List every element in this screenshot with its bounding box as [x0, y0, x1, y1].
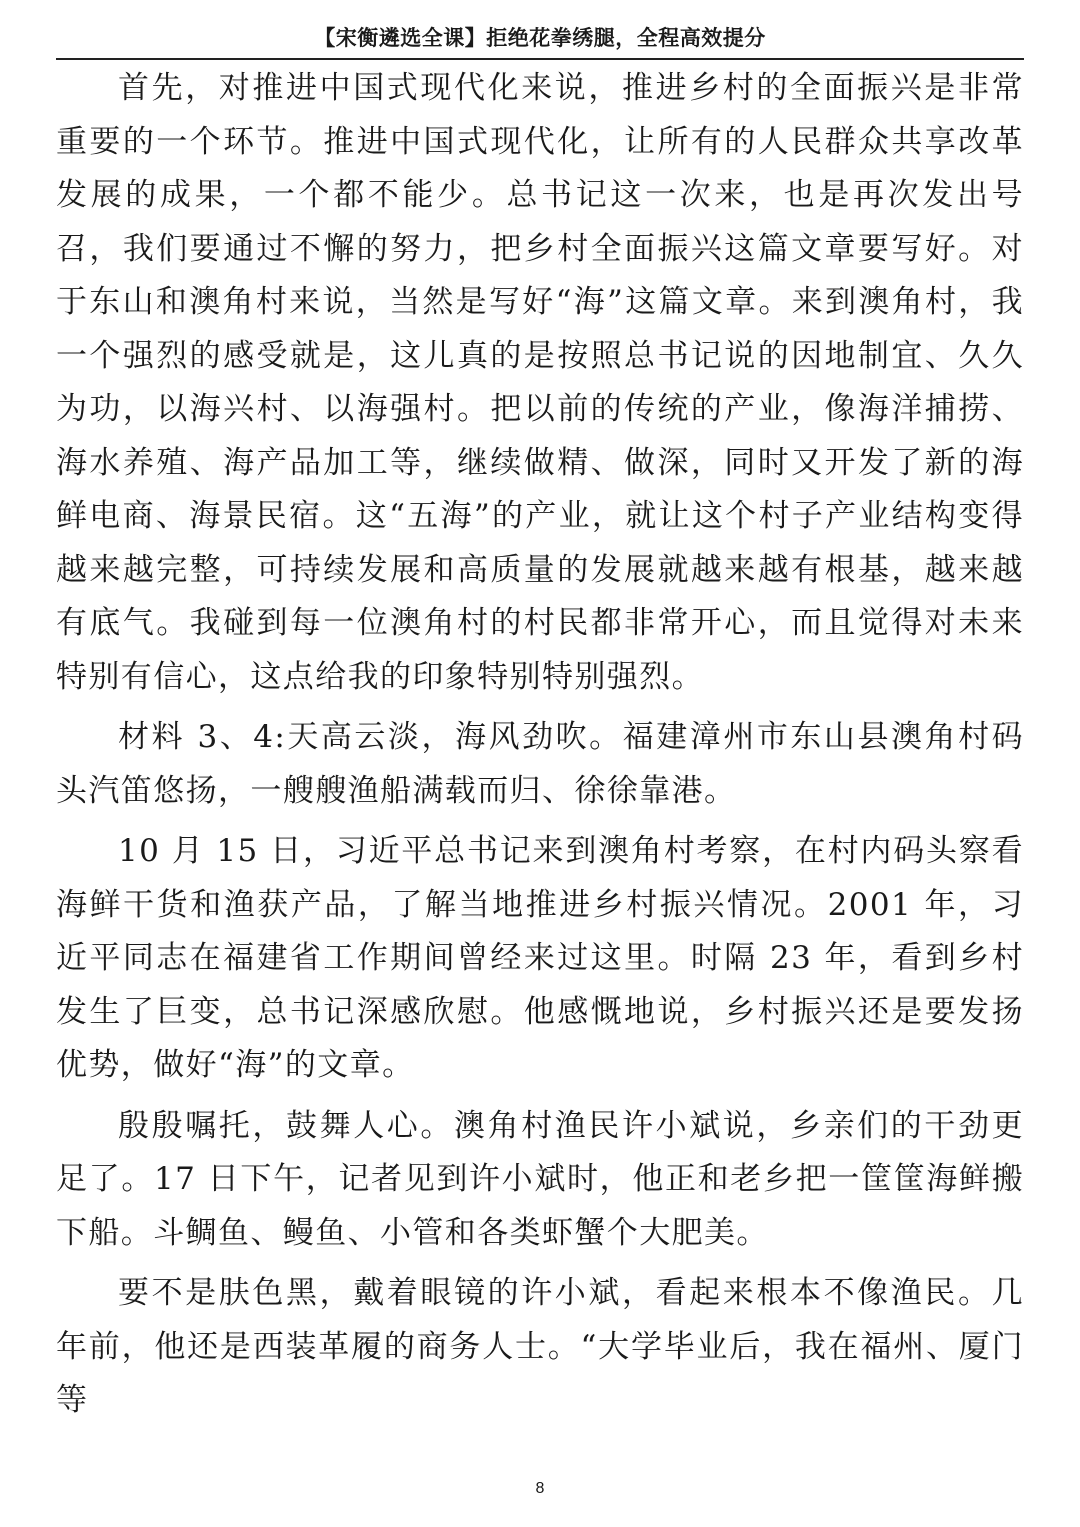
paragraph: 要不是肤色黑，戴着眼镜的许小斌，看起来根本不像渔民。几年前，他还是西装革履的商务人士。“大学毕业后，我在福州、厦门等	[56, 1275, 1024, 1418]
paragraph: 首先，对推进中国式现代化来说，推进乡村的全面振兴是非常重要的一个环节。推进中国式现代化，让所有的人民群众共享改革发展的成果，一个都不能少。总书记这一次来，也是再次发出号召，我们要通过不懈的努力，把乡村全面振兴这篇文章要写好。对于东山和澳角村来说，当然是写好“海”这篇文章。来到澳角村，我一个强烈的感受就是，这儿真的是按照总书记说的因地制宜、久久为功，以海兴村、以海强村。把以前的传统的产业，像海洋捕捞、海水养殖、海产品加工等，继续做精、做深，同时又开发了新的海鲜电商、海景民宿。这“五海”的产业，就让这个村子产业结构变得越来越完整，可持续发展和高质量的发展就越来越有根基，越来越有底气。我碰到每一位澳角村的村民都非常开心，而且觉得对未来特别有信心，这点给我的印象特别特别强烈。	[56, 70, 1024, 695]
document-header: 【宋衡遴选全课】拒绝花拳绣腿，全程高效提分	[314, 25, 766, 50]
paragraph: 10 月 15 日，习近平总书记来到澳角村考察，在村内码头察看海鲜干货和渔获产品，了解当地推进乡村振兴情况。2001 年，习近平同志在福建省工作期间曾经来过这里。时隔 23 年，看到乡村发生了巨变，总书记深感欣慰。他感慨地说，乡村振兴还是要发扬优势，做好“海”的文章。	[56, 833, 1024, 1083]
paragraph: 材料 3、4:天高云淡，海风劲吹。福建漳州市东山县澳角村码头汽笛悠扬，一艘艘渔船满载而归、徐徐靠港。	[56, 719, 1024, 809]
header-divider	[56, 58, 1024, 60]
paragraph: 殷殷嘱托，鼓舞人心。澳角村渔民许小斌说，乡亲们的干劲更足了。17 日下午，记者见到许小斌时，他正和老乡把一筐筐海鲜搬下船。斗鲷鱼、鳗鱼、小管和各类虾蟹个大肥美。	[56, 1107, 1024, 1251]
page-number: 8	[535, 1480, 545, 1497]
document-body	[56, 62, 1024, 1435]
